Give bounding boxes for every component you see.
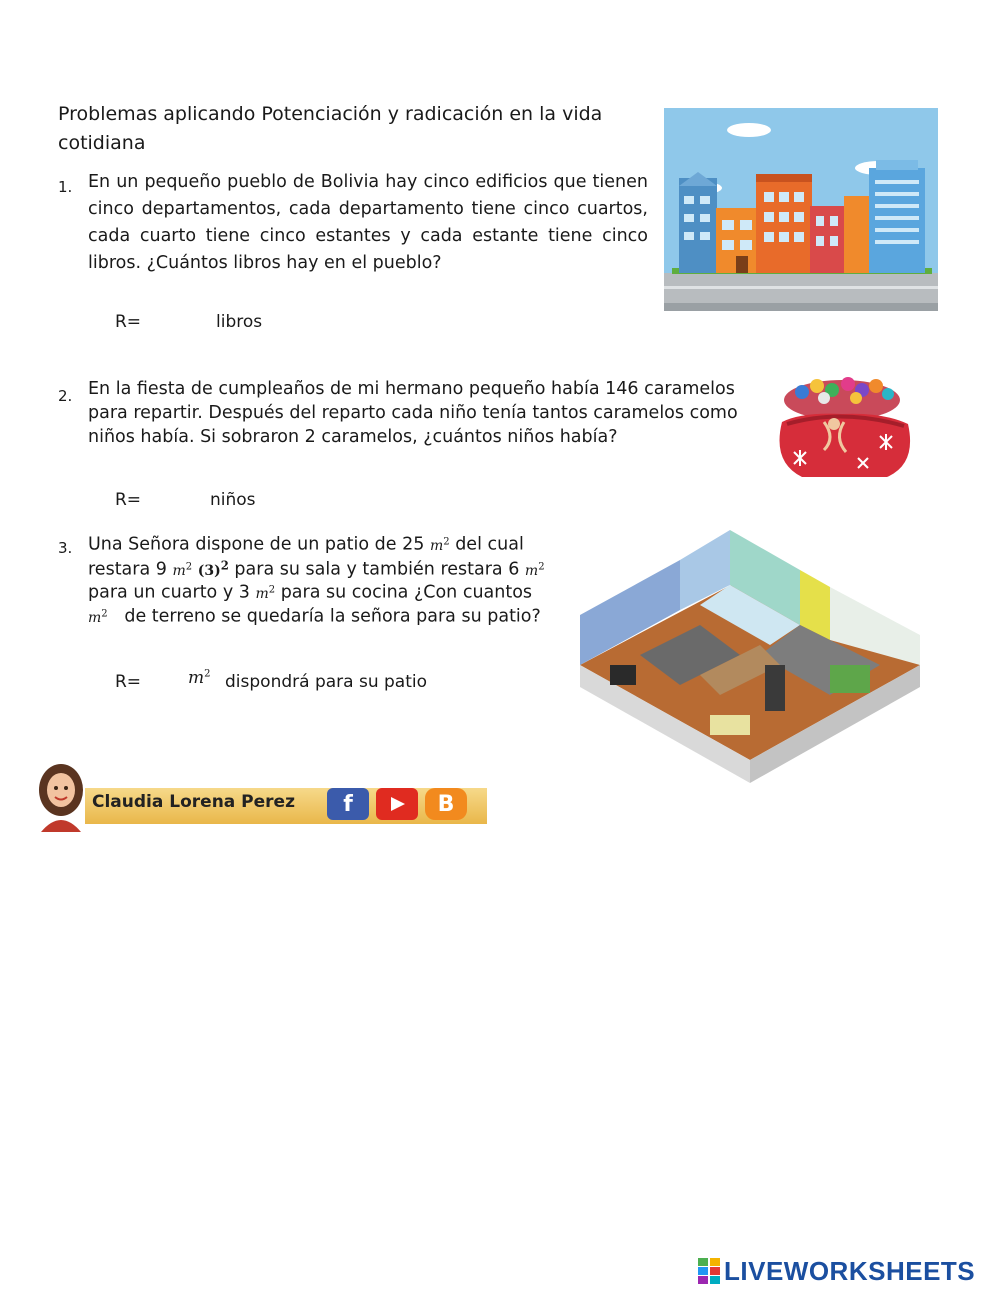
blogger-icon[interactable]: B — [425, 788, 467, 820]
problem-1-text: En un pequeño pueblo de Bolivia hay cinco edificios que tienen cinco departamentos, cada departamento tiene cinco cuartos, cada cuarto tiene cinco estantes y cada estante tiene cinco libros. ¿Cuántos libros hay en el pueblo? — [88, 172, 648, 273]
problem-number: 3. — [58, 539, 73, 557]
answer-input-1[interactable] — [145, 310, 207, 336]
unit-m2: $m^2$ — [188, 668, 211, 688]
buildings-image — [664, 108, 938, 311]
problem-2-line-3: niños había. Si sobraron 2 caramelos, ¿cuántos niños había? — [88, 427, 618, 447]
youtube-icon[interactable] — [376, 788, 418, 820]
liveworksheets-logo-icon — [698, 1258, 720, 1284]
answer-prefix: R= — [115, 490, 142, 510]
problem-3-line-4: $m^2$ de terreno se quedaría la señora para su patio? — [88, 606, 541, 627]
problem-3-line-2: restara 9 $m^2$ $(3)^2$ para su sala y también restara 6 $m^2$ — [88, 558, 545, 580]
answer-unit: niños — [210, 490, 256, 510]
answer-prefix: R= — [115, 312, 142, 332]
answer-unit: dispondrá para su patio — [225, 672, 427, 692]
answer-input-2[interactable] — [145, 488, 203, 514]
candy-bag-image — [762, 372, 922, 484]
problem-2-line-2: para repartir. Después del reparto cada niño tenía tantos caramelos como — [88, 403, 738, 423]
problem-number: 1. — [58, 178, 73, 196]
author-name: Claudia Lorena Perez — [92, 792, 295, 812]
problem-2-line-1: En la fiesta de cumpleaños de mi hermano pequeño había 146 caramelos — [88, 379, 735, 399]
facebook-icon[interactable]: f — [327, 788, 369, 820]
answer-prefix: R= — [115, 672, 142, 692]
problem-3-line-3: para un cuarto y 3 $m^2$ para su cocina ¿Con cuantos — [88, 582, 533, 603]
answer-unit: libros — [216, 312, 263, 332]
problem-3-line-1: Una Señora dispone de un patio de 25 $m^2$ del cual — [88, 534, 524, 555]
problem-number: 2. — [58, 387, 73, 405]
page-title: Problemas aplicando Potenciación y radicación en la vida cotidiana — [58, 103, 603, 154]
answer-input-3[interactable] — [145, 670, 185, 696]
footer-brand[interactable]: LIVEWORKSHEETS — [724, 1256, 976, 1286]
avatar — [35, 762, 87, 832]
apartment-image — [580, 515, 922, 790]
